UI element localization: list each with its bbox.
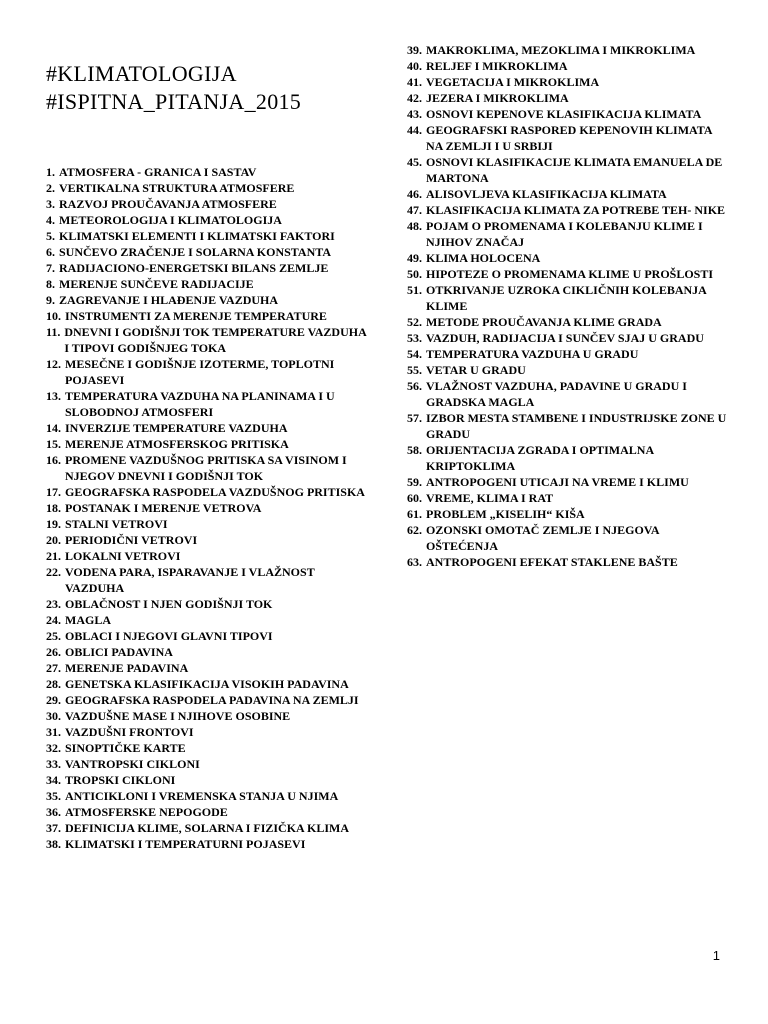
question-text: GEOGRAFSKA RASPODELA VAZDUŠNOG PRITISKA: [65, 485, 365, 499]
question-number: 31.: [46, 725, 61, 739]
question-text: MERENJE PADAVINA: [65, 661, 189, 675]
question-text: VAZDUH, RADIJACIJA I SUNČEV SJAJ U GRADU: [426, 331, 704, 345]
question-text: OZONSKI OMOTAČ ZEMLJE I NJEGOVA OŠTEĆENJA: [426, 523, 659, 553]
question-item: [46, 676, 368, 692]
question-text: ANTROPOGENI EFEKAT STAKLENE BAŠTE: [426, 555, 678, 569]
question-item: [46, 628, 368, 644]
question-item: [46, 724, 368, 740]
question-item: [46, 644, 368, 660]
question-text: OSNOVI KEPENOVE KLASIFIKACIJA KLIMATA: [426, 107, 702, 121]
question-number: 3.: [46, 197, 55, 211]
question-text: VODENA PARA, ISPARAVANJE I VLAŽNOST VAZDUHA: [65, 565, 315, 595]
question-number: 28.: [46, 677, 61, 691]
question-text: KLASIFIKACIJA KLIMATA ZA POTREBE TEH- NIKE: [426, 203, 726, 217]
question-text: ANTICIKLONI I VREMENSKA STANJA U NJIMA: [65, 789, 339, 803]
question-number: 47.: [407, 203, 422, 217]
question-number: 35.: [46, 789, 61, 803]
question-number: 17.: [46, 485, 61, 499]
question-number: 59.: [407, 475, 422, 489]
question-text: RAZVOJ PROUČAVANJA ATMOSFERE: [59, 197, 277, 211]
question-item: [46, 836, 368, 852]
question-item: [46, 516, 368, 532]
question-item: [46, 788, 368, 804]
question-item: [46, 772, 368, 788]
question-item: [46, 692, 368, 708]
question-text: VLAŽNOST VAZDUHA, PADAVINE U GRADU I GRADSKA MAGLA: [426, 379, 687, 409]
question-number: 42.: [407, 91, 422, 105]
question-item: [46, 612, 368, 628]
question-number: 51.: [407, 283, 422, 297]
question-text: VEGETACIJA I MIKROKLIMA: [426, 75, 600, 89]
question-item: [407, 474, 727, 490]
question-item: [46, 564, 368, 596]
question-item: [407, 314, 727, 330]
question-text: VAZDUŠNE MASE I NJIHOVE OSOBINE: [65, 709, 291, 723]
question-number: 63.: [407, 555, 422, 569]
question-number: 24.: [46, 613, 61, 627]
question-item: [407, 218, 727, 250]
question-text: RELJEF I MIKROKLIMA: [426, 59, 568, 73]
question-item: [407, 330, 727, 346]
question-text: ATMOSFERSKE NEPOGODE: [65, 805, 228, 819]
question-text: DNEVNI I GODIŠNJI TOK TEMPERATURE VAZDUHA I TIPOVI GODIŠNJEG TOKA: [64, 325, 367, 355]
question-number: 1.: [46, 165, 55, 179]
question-number: 38.: [46, 837, 61, 851]
page-number: 1: [712, 948, 720, 963]
question-item: [46, 180, 368, 196]
question-item: [407, 442, 727, 474]
question-number: 37.: [46, 821, 61, 835]
question-item: [407, 186, 727, 202]
question-item: [407, 346, 727, 362]
question-text: PROMENE VAZDUŠNOG PRITISKA SA VISINOM I NJEGOV DNEVNI I GODIŠNJI TOK: [65, 453, 347, 483]
question-item: [46, 324, 368, 356]
question-number: 8.: [46, 277, 55, 291]
question-number: 29.: [46, 693, 61, 707]
question-text: POSTANAK I MERENJE VETROVA: [65, 501, 262, 515]
question-number: 43.: [407, 107, 422, 121]
question-item: [46, 420, 368, 436]
question-text: GEOGRAFSKI RASPORED KEPENOVIH KLIMATA NA ZEMLJI I U SRBIJI: [426, 123, 712, 153]
question-list-left: [46, 164, 368, 852]
question-number: 54.: [407, 347, 422, 361]
question-item: [46, 356, 368, 388]
question-text: MAKROKLIMA, MEZOKLIMA I MIKROKLIMA: [426, 43, 696, 57]
question-text: VREME, KLIMA I RAT: [426, 491, 554, 505]
question-item: [407, 154, 727, 186]
question-item: [46, 308, 368, 324]
question-number: 50.: [407, 267, 422, 281]
question-text: GEOGRAFSKA RASPODELA PADAVINA NA ZEMLJI: [65, 693, 359, 707]
question-number: 26.: [46, 645, 61, 659]
question-number: 16.: [46, 453, 61, 467]
question-number: 18.: [46, 501, 61, 515]
question-text: OBLICI PADAVINA: [65, 645, 173, 659]
question-number: 10.: [46, 309, 61, 323]
question-text: ATMOSFERA - GRANICA I SASTAV: [59, 165, 257, 179]
question-item: [46, 276, 368, 292]
question-item: [407, 266, 727, 282]
question-text: VETAR U GRADU: [426, 363, 526, 377]
question-number: 34.: [46, 773, 61, 787]
question-number: 46.: [407, 187, 422, 201]
question-text: ORIJENTACIJA ZGRADA I OPTIMALNA KRIPTOKLIMA: [426, 443, 654, 473]
question-number: 60.: [407, 491, 422, 505]
question-number: 40.: [407, 59, 422, 73]
question-number: 32.: [46, 741, 61, 755]
question-number: 55.: [407, 363, 422, 377]
question-text: TEMPERATURA VAZDUHA NA PLANINAMA I U SLOBODNOJ ATMOSFERI: [65, 389, 335, 419]
question-number: 7.: [46, 261, 55, 275]
question-text: MERENJE ATMOSFERSKOG PRITISKA: [65, 437, 289, 451]
question-number: 2.: [46, 181, 55, 195]
question-item: [407, 106, 727, 122]
question-item: [46, 660, 368, 676]
question-text: SINOPTIČKE KARTE: [65, 741, 186, 755]
question-number: 5.: [46, 229, 55, 243]
question-text: RADIJACIONO-ENERGETSKI BILANS ZEMLJE: [59, 261, 329, 275]
question-text: SUNČEVO ZRAČENJE I SOLARNA KONSTANTA: [59, 245, 332, 259]
question-number: 6.: [46, 245, 55, 259]
question-number: 39.: [407, 43, 422, 57]
question-item: [46, 484, 368, 500]
question-item: [407, 554, 727, 570]
question-number: 57.: [407, 411, 422, 425]
question-number: 9.: [46, 293, 55, 307]
question-item: [46, 756, 368, 772]
question-item: [407, 506, 727, 522]
question-item: [407, 522, 727, 554]
question-text: OSNOVI KLASIFIKACIJE KLIMATA EMANUELA DE MARTONA: [426, 155, 723, 185]
question-item: [46, 452, 368, 484]
question-number: 56.: [407, 379, 422, 393]
question-number: 45.: [407, 155, 422, 169]
title-hashtag-ispitna-pitanja: #ISPITNA_PITANJA_2015: [46, 89, 302, 114]
question-number: 33.: [46, 757, 61, 771]
question-number: 61.: [407, 507, 422, 521]
question-text: INSTRUMENTI ZA MERENJE TEMPERATURE: [65, 309, 327, 323]
question-number: 23.: [46, 597, 61, 611]
question-text: VAZDUŠNI FRONTOVI: [65, 725, 194, 739]
question-item: [46, 500, 368, 516]
question-number: 30.: [46, 709, 61, 723]
question-number: 15.: [46, 437, 61, 451]
question-number: 19.: [46, 517, 61, 531]
question-item: [46, 212, 368, 228]
question-item: [46, 228, 368, 244]
question-item: [46, 820, 368, 836]
document-title: [46, 60, 301, 116]
question-list-right: [407, 42, 727, 570]
question-number: 11.: [46, 325, 61, 339]
question-text: TROPSKI CIKLONI: [65, 773, 176, 787]
question-number: 52.: [407, 315, 422, 329]
question-item: [407, 202, 727, 218]
question-text: OTKRIVANJE UZROKA CIKLIČNIH KOLEBANJA KLIME: [426, 283, 707, 313]
question-text: HIPOTEZE O PROMENAMA KLIME U PROŠLOSTI: [426, 267, 714, 281]
question-number: 49.: [407, 251, 422, 265]
question-text: MERENJE SUNČEVE RADIJACIJE: [59, 277, 254, 291]
question-item: [407, 74, 727, 90]
question-text: OBLAČNOST I NJEN GODIŠNJI TOK: [65, 597, 273, 611]
question-text: MAGLA: [65, 613, 111, 627]
question-text: POJAM O PROMENAMA I KOLEBANJU KLIME I NJIHOV ZNAČAJ: [426, 219, 703, 249]
question-item: [407, 362, 727, 378]
question-number: 14.: [46, 421, 61, 435]
question-text: TEMPERATURA VAZDUHA U GRADU: [426, 347, 639, 361]
question-item: [46, 532, 368, 548]
question-item: [46, 596, 368, 612]
question-text: GENETSKA KLASIFIKACIJA VISOKIH PADAVINA: [65, 677, 349, 691]
question-item: [46, 292, 368, 308]
question-text: INVERZIJE TEMPERATURE VAZDUHA: [65, 421, 288, 435]
question-item: [407, 378, 727, 410]
question-text: OBLACI I NJEGOVI GLAVNI TIPOVI: [65, 629, 273, 643]
question-text: VANTROPSKI CIKLONI: [65, 757, 200, 771]
question-item: [46, 260, 368, 276]
question-item: [46, 388, 368, 420]
question-number: 12.: [46, 357, 61, 371]
question-number: 53.: [407, 331, 422, 345]
question-number: 25.: [46, 629, 61, 643]
question-text: ALISOVLJEVA KLASIFIKACIJA KLIMATA: [426, 187, 667, 201]
question-item: [46, 196, 368, 212]
question-item: [407, 282, 727, 314]
question-number: 44.: [407, 123, 422, 137]
question-item: [407, 122, 727, 154]
title-hashtag-klimatologija: #KLIMATOLOGIJA: [46, 61, 237, 86]
question-item: [407, 42, 727, 58]
question-number: 58.: [407, 443, 422, 457]
question-number: 41.: [407, 75, 422, 89]
question-text: METODE PROUČAVANJA KLIME GRADA: [426, 315, 662, 329]
question-text: STALNI VETROVI: [65, 517, 168, 531]
question-item: [46, 548, 368, 564]
question-number: 20.: [46, 533, 61, 547]
question-text: PROBLEM „KISELIH“ KIŠA: [426, 507, 585, 521]
question-item: [407, 90, 727, 106]
question-text: IZBOR MESTA STAMBENE I INDUSTRIJSKE ZONE U GRADU: [426, 411, 727, 441]
question-text: KLIMATSKI I TEMPERATURNI POJASEVI: [65, 837, 306, 851]
question-text: VERTIKALNA STRUKTURA ATMOSFERE: [59, 181, 295, 195]
question-text: MESEČNE I GODIŠNJE IZOTERME, TOPLOTNI POJASEVI: [65, 357, 335, 387]
question-text: KLIMATSKI ELEMENTI I KLIMATSKI FAKTORI: [59, 229, 335, 243]
question-number: 27.: [46, 661, 61, 675]
question-item: [46, 244, 368, 260]
question-item: [407, 490, 727, 506]
question-text: ZAGREVANJE I HLAĐENJE VAZDUHA: [59, 293, 279, 307]
question-number: 13.: [46, 389, 61, 403]
question-number: 22.: [46, 565, 61, 579]
question-number: 4.: [46, 213, 55, 227]
question-item: [46, 804, 368, 820]
question-item: [46, 436, 368, 452]
question-number: 36.: [46, 805, 61, 819]
question-item: [407, 410, 727, 442]
question-item: [46, 708, 368, 724]
question-text: ANTROPOGENI UTICAJI NA VREME I KLIMU: [426, 475, 689, 489]
question-item: [46, 164, 368, 180]
question-number: 21.: [46, 549, 61, 563]
question-item: [407, 250, 727, 266]
question-text: KLIMA HOLOCENA: [426, 251, 541, 265]
question-text: METEOROLOGIJA I KLIMATOLOGIJA: [59, 213, 282, 227]
question-number: 48.: [407, 219, 422, 233]
question-text: PERIODIČNI VETROVI: [65, 533, 198, 547]
question-item: [46, 740, 368, 756]
question-text: JEZERA I MIKROKLIMA: [426, 91, 569, 105]
question-text: DEFINICIJA KLIME, SOLARNA I FIZIČKA KLIMA: [65, 821, 350, 835]
question-text: LOKALNI VETROVI: [65, 549, 181, 563]
question-number: 62.: [407, 523, 422, 537]
question-item: [407, 58, 727, 74]
